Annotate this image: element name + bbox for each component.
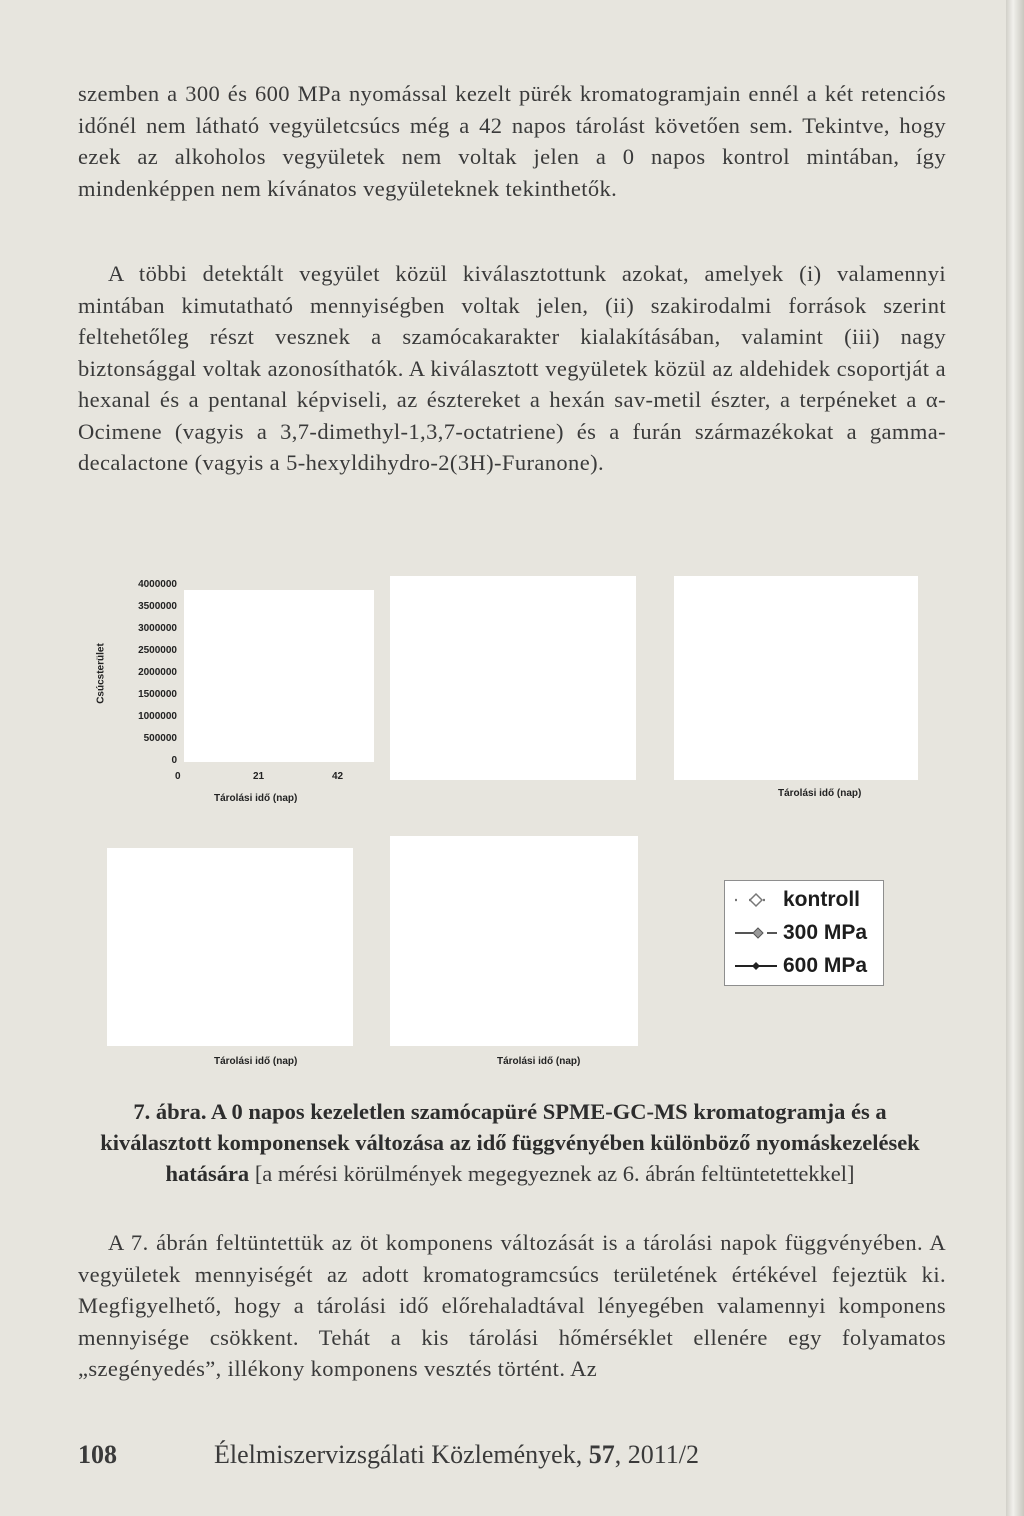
y-tick-label: 4000000 — [138, 579, 177, 590]
y-tick-label: 3000000 — [138, 623, 177, 634]
chart-legend — [724, 880, 884, 986]
journal-title — [214, 1440, 699, 1470]
page-number: 108 — [78, 1440, 117, 1469]
legend-item-kontroll — [731, 885, 860, 915]
y-tick-label: 2000000 — [138, 667, 177, 678]
y-tick-label: 0 — [171, 755, 177, 766]
legend-label: 600 MPa — [783, 954, 868, 977]
x-axis-label: Tárolási idő (nap) — [214, 1056, 298, 1067]
x-tick-label: 21 — [253, 771, 265, 782]
x-axis-label: Tárolási idő (nap) — [778, 788, 862, 799]
chart-panel-3 — [674, 576, 918, 780]
x-tick-label: 42 — [332, 771, 344, 782]
legend-marker-open-diamond-icon — [731, 890, 781, 910]
legend-marker-diamond-icon — [731, 923, 781, 943]
chart-panel-2 — [390, 576, 636, 780]
y-tick-label: 2500000 — [138, 645, 177, 656]
chart-panel-4 — [107, 848, 353, 1046]
y-tick-label: 1500000 — [138, 689, 177, 700]
legend-label: kontroll — [783, 888, 860, 911]
page-footer — [78, 1440, 946, 1470]
legend-label: 300 MPa — [783, 921, 868, 944]
legend-marker-small-diamond-icon — [731, 956, 781, 976]
y-tick-label: 3500000 — [138, 601, 177, 612]
y-tick-label: 500000 — [143, 733, 177, 744]
figure-caption-bold: 7. ábra. A 0 napos kezeletlen szamócapüré SPME-GC-MS kromatogramja és a kiválasztott komponensek változása az idő függvényében különböző nyomáskezelések hatására — [100, 1099, 920, 1186]
x-tick-label: 0 — [175, 771, 181, 782]
x-axis-label: Tárolási idő (nap) — [214, 793, 298, 804]
page-edge — [1006, 0, 1024, 1516]
figure-caption — [100, 1096, 920, 1189]
y-axis-label: Csúcsterület — [95, 643, 107, 704]
legend-item-600 — [731, 951, 867, 981]
body-paragraph-1: szemben a 300 és 600 MPa nyomással kezelt pürék kromatogramjain ennél a két retenciós időnél nem látható vegyületcsúcs még a 42 napos tárolást követően sem. Tekintve, hogy ezek az alkoholos vegyületek nem voltak jelen a 0 napos kontrol mintában, így mindenképpen nem kívánatos vegyületeknek tekinthetők. — [78, 81, 946, 201]
journal-issue: , 2011/2 — [614, 1440, 699, 1469]
chart-panel-5 — [390, 836, 638, 1046]
body-paragraph-3: A 7. ábrán feltüntettük az öt komponens változását is a tárolási napok függvényében. A vegyületek mennyiségét az adott kromatogramcsúcs területének értékével fejeztük ki. Megfigyelhető, hogy a tárolási idő előrehaladtával lényegében valamennyi komponens mennyisége csökkent. Tehát a kis tárolási hőmérséklet ellenére egy folyamatos „szegényedés”, illékony komponens vesztés történt. Az — [78, 1230, 946, 1381]
chart-panel-1 — [184, 590, 374, 762]
journal-volume: 57 — [588, 1440, 615, 1469]
body-paragraph-2: A többi detektált vegyület közül kiválasztottunk azokat, amelyek (i) valamennyi mintában kimutatható mennyiségben voltak jelen, (ii) szakirodalmi források szerint feltehetőleg részt vesznek a szamócakarakter kialakításában, valamint (iii) nagy biztonsággal voltak azonosíthatók. A kiválasztott vegyületek közül az aldehidek csoportját a hexanal és a pentanal képviseli, az észtereket a hexán sav-metil észter, a terpéneket a α-Ocimene (vagyis a 3,7-dimethyl-1,3,7-octatriene) és a furán származékokat a gamma-decalactone (vagyis a 5-hexyldihydro-2(3H)-Furanone). — [78, 261, 946, 475]
figure-caption-note: [a mérési körülmények megegyeznek az 6. ábrán feltüntetettekkel] — [249, 1161, 855, 1186]
y-tick-label: 1000000 — [138, 711, 177, 722]
x-axis-label: Tárolási idő (nap) — [497, 1056, 581, 1067]
journal-name: Élelmiszervizsgálati Közlemények, — [214, 1440, 583, 1469]
legend-item-300 — [731, 918, 867, 948]
